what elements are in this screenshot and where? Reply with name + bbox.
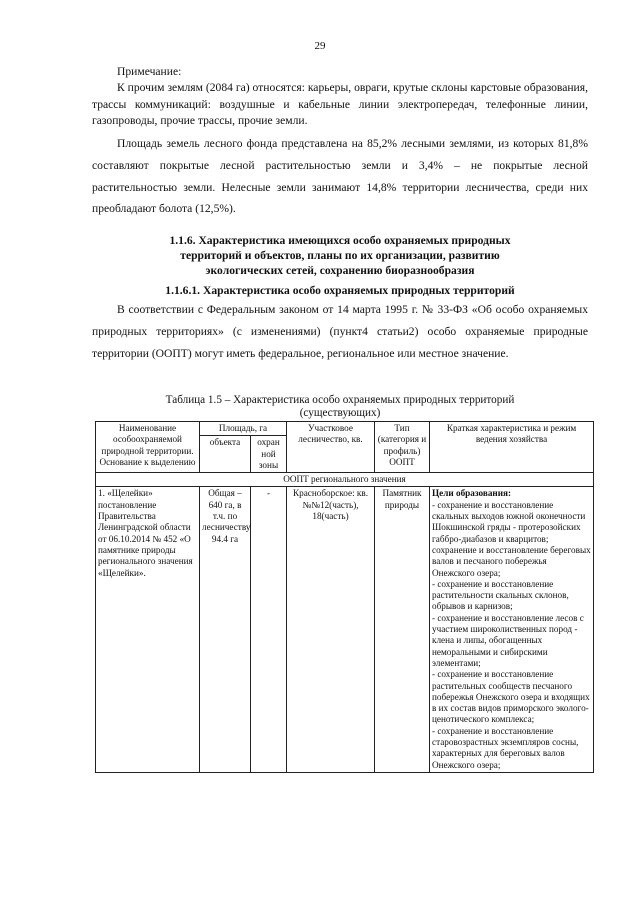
protected-areas-table bbox=[95, 421, 594, 773]
goal-item: - сохранение и восстановление растительных сообществ песчаного побережья Онежского озера и входящих в их состав видов приморского эколого-ценотического комплекса; bbox=[432, 669, 590, 725]
cell-description bbox=[430, 487, 594, 772]
table-row bbox=[96, 487, 594, 772]
header-area: Площадь, га bbox=[200, 422, 287, 436]
section-heading-line-1: 1.1.6. Характеристика имеющихся особо охраняемых природных bbox=[169, 234, 511, 247]
header-description: Краткая характеристика и режим ведения хозяйства bbox=[430, 422, 594, 473]
cell-district: Красноборское: кв.№№12(часть), 18(часть) bbox=[287, 487, 375, 772]
goals-title: Цели образования: bbox=[432, 488, 512, 499]
subsection-heading: 1.1.6.1. Характеристика особо охраняемых природных территорий bbox=[165, 284, 515, 297]
goal-item: - сохранение и восстановление растительности скальных склонов, обрывов и карнизов; bbox=[432, 578, 569, 612]
section-heading-line-2: территорий и объектов, планы по их организации, развитию bbox=[180, 249, 500, 262]
cell-area-object: Общая – 640 га, в т.ч. по лесничеству 94.4 га bbox=[200, 487, 251, 772]
goal-item: - сохранение и восстановление скальных выходов южной оконечности Шокшинской гряды - протерозойских габбро-диабазов и кварцитов; bbox=[432, 499, 586, 544]
goal-item: - сохранение и восстановление лесов с участием широколиственных пород - клена и липы, обогащенных неморальными и сибирскими элементами; bbox=[432, 612, 584, 668]
cell-area-zone: - bbox=[251, 487, 287, 772]
note-label: Примечание: bbox=[117, 65, 182, 78]
header-area-object: объекта bbox=[200, 436, 251, 473]
cell-name: 1. «Щелейки» постановление Правительства Ленинградской области от 06.10.2014 № 452 «О памятнике природы регионального значения «Щелейки». bbox=[96, 487, 200, 772]
table-header-row bbox=[96, 422, 594, 436]
header-type: Тип (категория и профиль) ООПТ bbox=[375, 422, 430, 473]
cell-type: Памятник природы bbox=[375, 487, 430, 772]
table-caption-line-2: (существующих) bbox=[299, 407, 381, 419]
law-paragraph: В соответствии с Федеральным законом от 14 марта 1995 г. № 33-ФЗ «Об особо охраняемых природных территориях» (с изменениями) (пункт4 статьи2) особо охраняемые природные территории (ООПТ) могут иметь федеральное, региональное или местное значение. bbox=[92, 303, 588, 360]
header-area-zone: охран ной зоны bbox=[251, 436, 287, 473]
header-name: Наименование особоохраняемой природной территории. Основание к выделению bbox=[96, 422, 200, 473]
header-district: Участковое лесничество, кв. bbox=[287, 422, 375, 473]
page-number: 29 bbox=[314, 40, 326, 52]
table-caption-line-1: Таблица 1.5 – Характеристика особо охраняемых природных территорий bbox=[165, 394, 515, 406]
section-heading-line-3: экологических сетей, сохранению биоразнообразия bbox=[205, 264, 475, 277]
table-section-row bbox=[96, 473, 594, 487]
note-text: К прочим землям (2084 га) относятся: карьеры, овраги, крутые склоны карстовые образования, трассы коммуникаций: воздушные и кабельные линии электропередач, телефонные линии, газопроводы, прочие трассы, прочие земли. bbox=[92, 81, 588, 127]
forest-area-paragraph: Площадь земель лесного фонда представлена на 85,2% лесными землями, из которых 81,8% составляют покрытые лесной растительностью земли и 3,4% – не покрытые лесной растительностью земли. Нелесные земли занимают 14,8% территории лесничества, среди них преобладают болота (12,5%). bbox=[92, 137, 588, 216]
goal-item: - сохранение и восстановление старовозрастных экземпляров сосны, характерных для береговых валов Онежского озера; bbox=[432, 725, 579, 770]
section-label: ООПТ регионального значения bbox=[96, 473, 594, 487]
goal-item: сохранение и восстановление береговых валов и песчаного побережья Онежского озера; bbox=[432, 544, 591, 578]
